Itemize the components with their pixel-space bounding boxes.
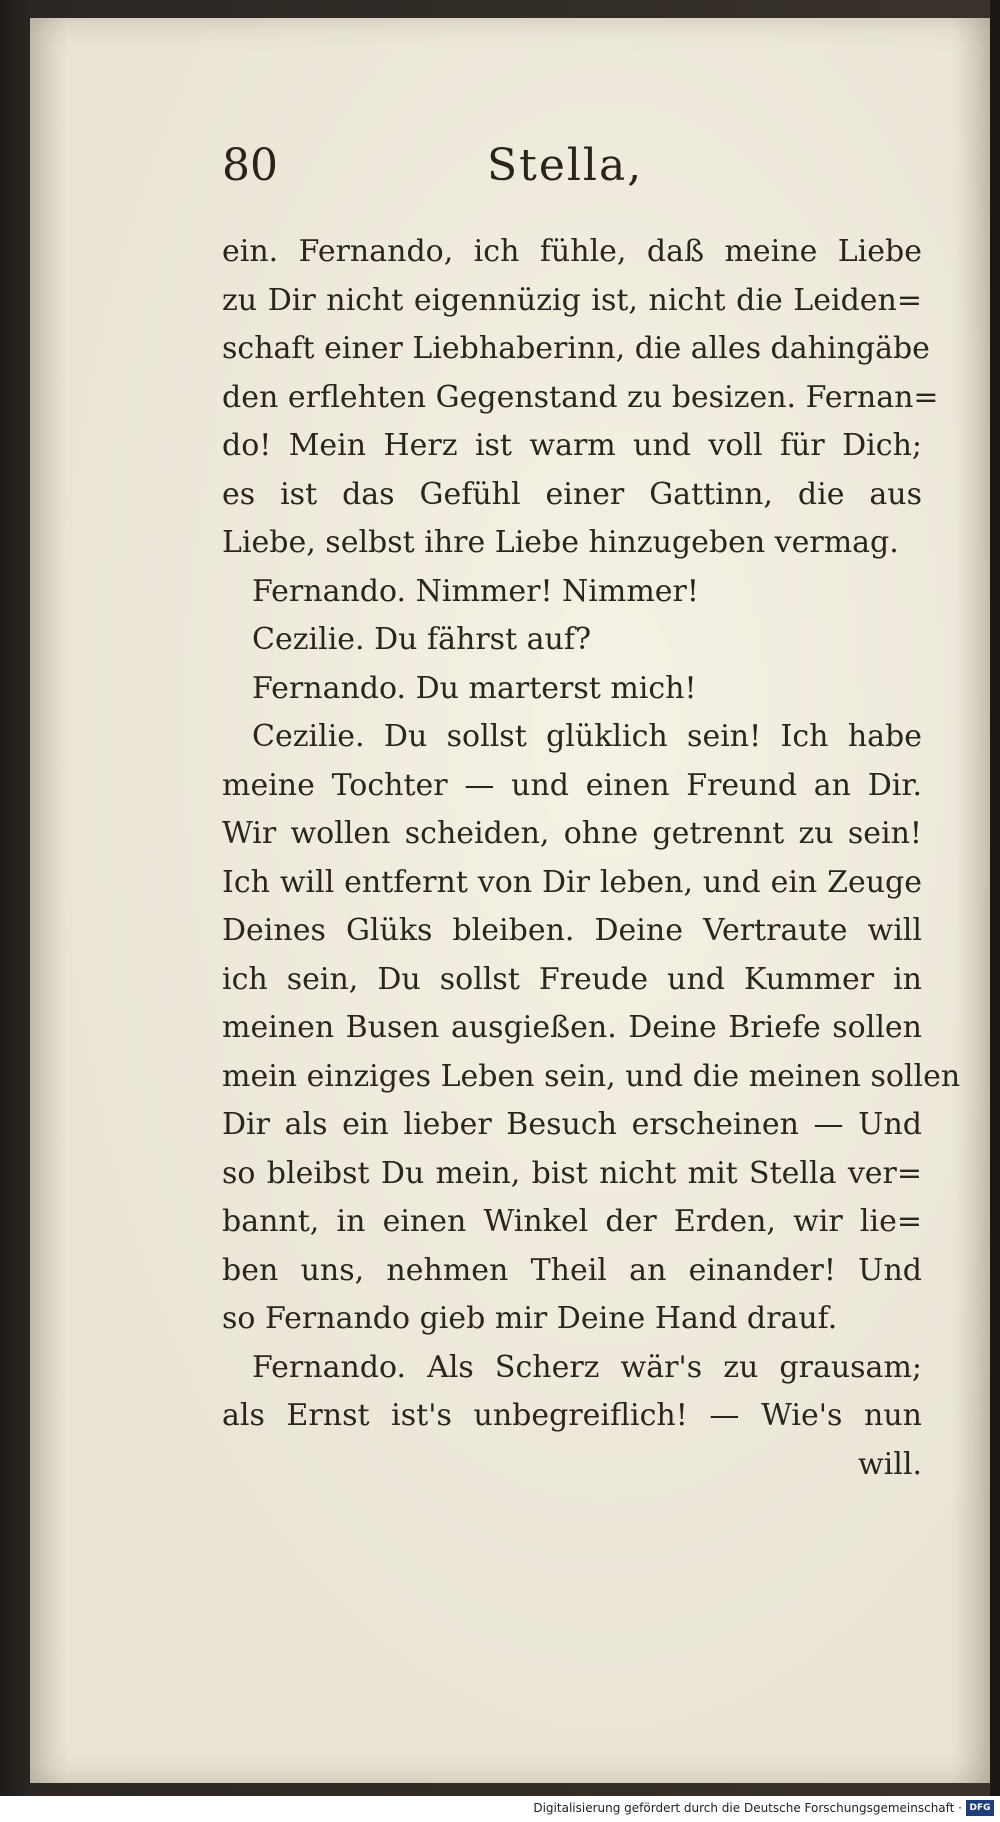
text-line: so bleibst Du mein, bist nicht mit Stella ver= <box>222 1155 922 1191</box>
scan-edge <box>990 0 1000 1822</box>
text-line: Liebe, selbst ihre Liebe hinzugeben vermag. <box>222 525 899 560</box>
text-line: Wir wollen scheiden, ohne getrennt zu sein! <box>222 816 922 851</box>
text-line: do! Mein Herz ist warm und voll für Dich; <box>222 428 922 463</box>
running-title: Stella, <box>487 140 644 191</box>
text-line: bannt, in einen Winkel der Erden, wir lie= <box>222 1204 922 1239</box>
text-line: meinen Busen ausgießen. Deine Briefe sollen <box>222 1010 922 1045</box>
text-line: Dir als ein lieber Besuch erscheinen — Und <box>222 1107 922 1142</box>
text-line: so Fernando gieb mir Deine Hand drauf. <box>222 1301 838 1336</box>
text-line: schaft einer Liebhaberinn, die alles dahingäbe <box>222 331 930 366</box>
dialogue-line: Fernando. Nimmer! Nimmer! <box>252 573 699 609</box>
text-line: ben uns, nehmen Theil an einander! Und <box>222 1252 922 1288</box>
text-line: Deines Glüks bleiben. Deine Vertraute will <box>222 913 922 948</box>
catchword: will. <box>858 1446 922 1482</box>
dialogue-line: Cezilie. Du fährst auf? <box>252 622 592 657</box>
text-line: ich sein, Du sollst Freude und Kummer in <box>222 961 922 997</box>
funding-credit: Digitalisierung gefördert durch die Deutsche Forschungsgemeinschaft · <box>533 1801 962 1815</box>
dialogue-line: Fernando. Als Scherz wär's zu grausam; <box>252 1349 922 1385</box>
text-line: Ich will entfernt von Dir leben, und ein Zeuge <box>222 864 922 900</box>
text-line: zu Dir nicht eigennüzig ist, nicht die Leiden= <box>222 282 922 318</box>
text-line: meine Tochter — und einen Freund an Dir. <box>222 767 922 803</box>
page-header <box>222 140 922 210</box>
dialogue-line: Cezilie. Du sollst glüklich sein! Ich habe <box>252 719 922 754</box>
text-line: den erflehten Gegenstand zu besizen. Fernan= <box>222 379 939 415</box>
text-line: mein einziges Leben sein, und die meinen sollen <box>222 1058 961 1094</box>
digitization-footer <box>0 1796 1000 1822</box>
dfg-logo: DFG <box>966 1800 994 1816</box>
text-line: ein. Fernando, ich fühle, daß meine Liebe <box>222 234 922 269</box>
text-line: es ist das Gefühl einer Gattinn, die aus <box>222 476 922 512</box>
page-body-text <box>222 228 961 1489</box>
text-line: als Ernst ist's unbegreiflich! — Wie's nun <box>222 1398 922 1433</box>
dialogue-line: Fernando. Du marterst mich! <box>252 670 697 706</box>
page-number: 80 <box>222 140 278 191</box>
